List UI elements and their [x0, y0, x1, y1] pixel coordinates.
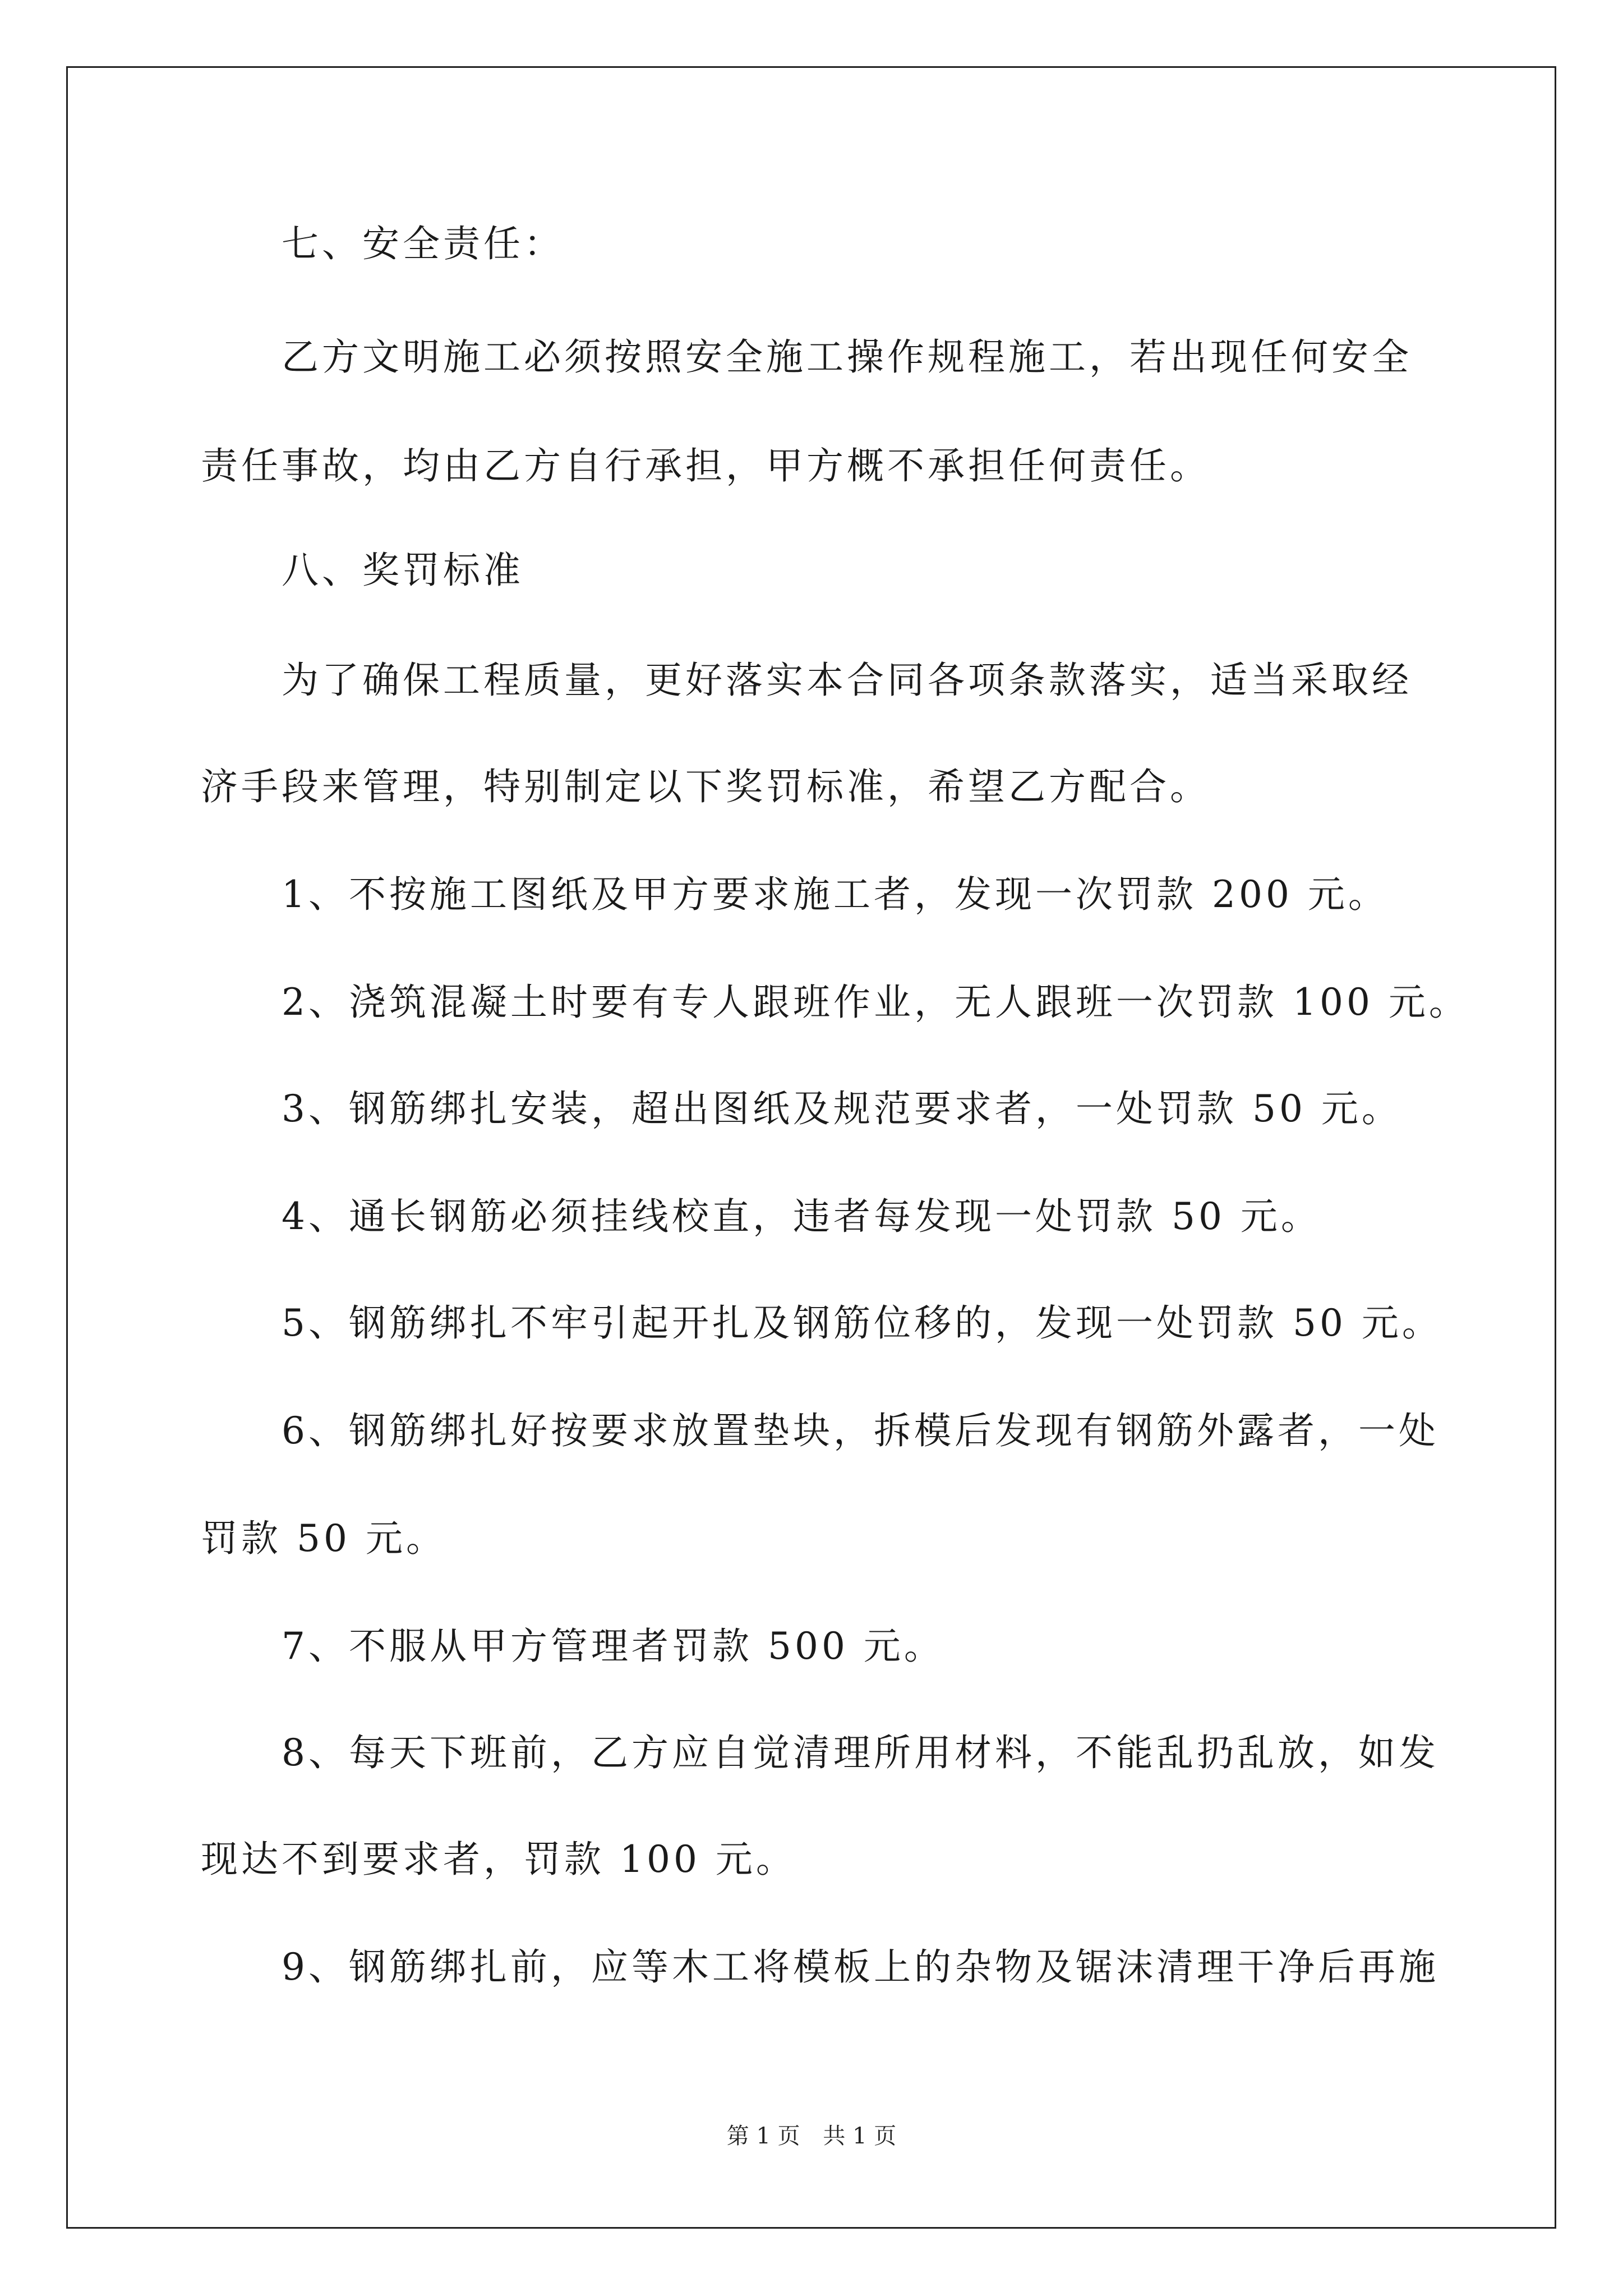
list-item: 5、钢筋绑扎不牢引起开扎及钢筋位移的，发现一处罚款 50 元。 [282, 1301, 1442, 1345]
list-item: 4、通长钢筋必须挂线校直，违者每发现一处罚款 50 元。 [282, 1195, 1321, 1238]
list-item: 2、浇筑混凝土时要有专人跟班作业，无人跟班一次罚款 100 元。 [282, 981, 1469, 1024]
list-item-continuation: 罚款 50 元。 [201, 1517, 446, 1560]
list-item: 8、每天下班前，乙方应自觉清理所用材料，不能乱扔乱放，如发 [282, 1731, 1439, 1774]
page-number-total: 共 1 页 [823, 2123, 897, 2149]
paragraph-line: 乙方文明施工必须按照安全施工操作规程施工，若出现任何安全 [282, 335, 1412, 379]
list-item-continuation: 现达不到要求者，罚款 100 元。 [201, 1838, 796, 1881]
paragraph-line: 为了确保工程质量，更好落实本合同各项条款落实，适当采取经 [282, 659, 1412, 702]
section-heading-rewards-penalties: 八、奖罚标准 [282, 549, 524, 592]
page-footer [0, 2125, 1623, 2147]
list-item: 3、钢筋绑扎安装，超出图纸及规范要求者，一处罚款 50 元。 [282, 1087, 1402, 1130]
list-item: 7、不服从甲方管理者罚款 500 元。 [282, 1625, 944, 1668]
list-item: 6、钢筋绑扎好按要求放置垫块，拆模后发现有钢筋外露者，一处 [282, 1409, 1439, 1452]
page-number-current: 第 1 页 [726, 2123, 800, 2149]
paragraph-line: 济手段来管理，特别制定以下奖罚标准，希望乙方配合。 [201, 765, 1210, 808]
list-item: 1、不按施工图纸及甲方要求施工者，发现一次罚款 200 元。 [282, 873, 1389, 916]
section-heading-safety: 七、安全责任： [282, 222, 564, 265]
list-item: 9、钢筋绑扎前，应等木工将模板上的杂物及锯沫清理干净后再施 [282, 1945, 1439, 1989]
paragraph-line: 责任事故，均由乙方自行承担，甲方概不承担任何责任。 [201, 444, 1210, 487]
page-border [66, 66, 1556, 2229]
